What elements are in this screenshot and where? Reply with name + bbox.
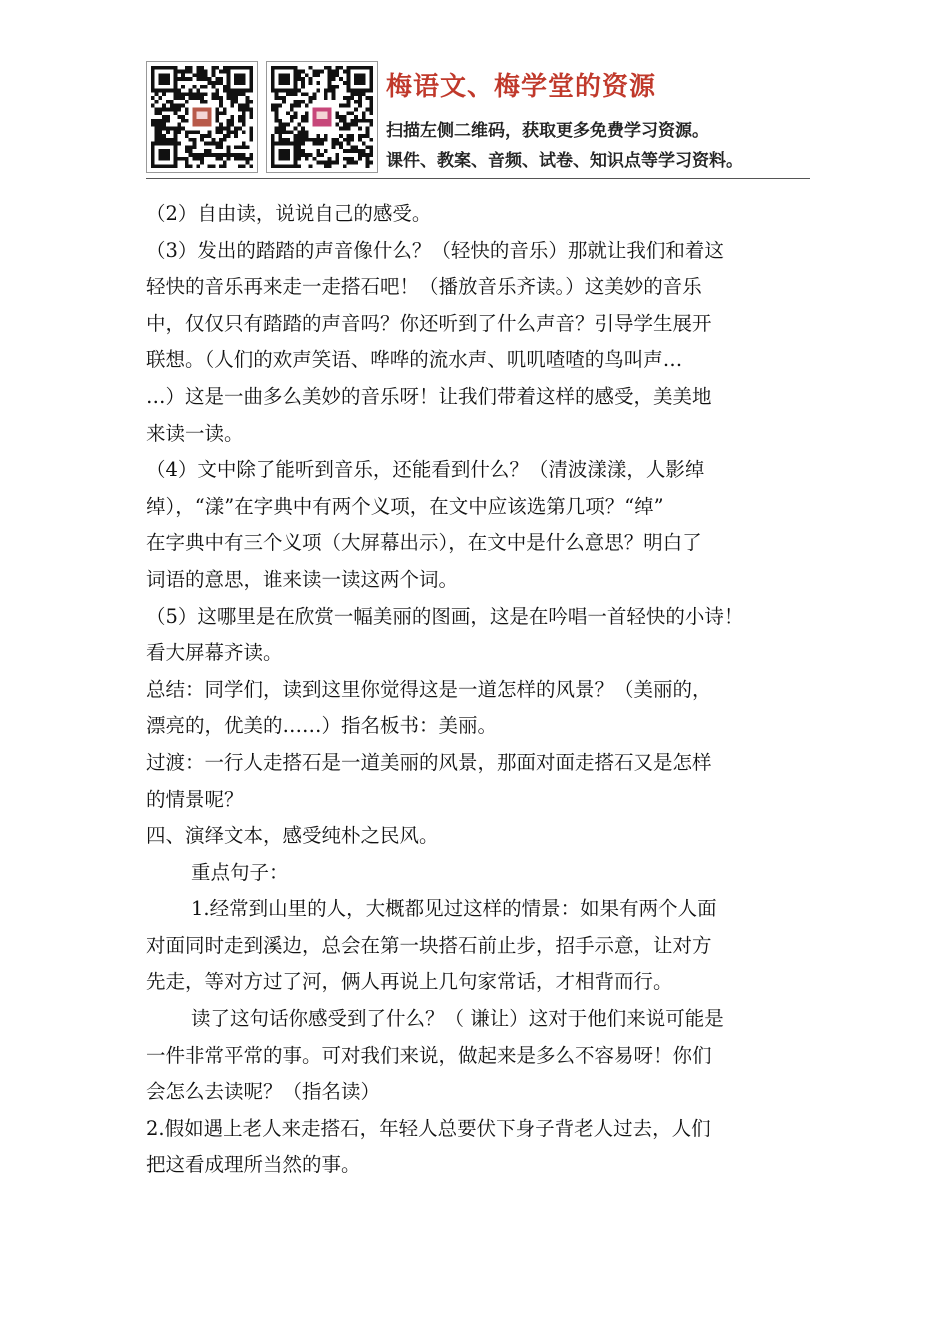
header-divider — [146, 178, 810, 179]
text-line: 读了这句话你感受到了什么？（ 谦让）这对于他们来说可能是 — [191, 1007, 724, 1031]
text-line: 总结：同学们，读到这里你觉得这是一道怎样的风景？（美丽的， — [146, 677, 712, 701]
text-line: 把这看成理所当然的事。 — [146, 1153, 361, 1177]
text-line: 一件非常平常的事。可对我们来说，做起来是多么不容易呀！你们 — [146, 1043, 712, 1067]
text-line: 绰），“漾”在字典中有两个义项，在文中应该选第几项？“绰” — [146, 494, 664, 518]
resource-header — [146, 58, 810, 174]
header-title: 梅语文、梅学堂的资源 — [386, 72, 657, 102]
text-line: 先走，等对方过了河，俩人再说上几句家常话，才相背而行。 — [146, 970, 673, 994]
text-line: 2.假如遇上老人来走搭石，年轻人总要伏下身子背老人过去，人们 — [146, 1116, 711, 1140]
text-line: （4）文中除了能听到音乐，还能看到什么？（清波漾漾，人影绰 — [146, 458, 705, 482]
section-heading: 四、演绎文本，感受纯朴之民风。 — [146, 824, 439, 848]
text-line: 在字典中有三个义项（大屏幕出示），在文中是什么意思？明白了 — [146, 531, 702, 555]
text-line: 会怎么去读呢？（指名读） — [146, 1080, 381, 1104]
header-subtitle: 课件、教案、音频、试卷、知识点等学习资料。 — [386, 151, 743, 171]
text-line: 来读一读。 — [146, 421, 244, 445]
text-line: 轻快的音乐再来走一走搭石吧！（播放音乐齐读。）这美妙的音乐 — [146, 275, 702, 299]
text-line: 对面同时走到溪边，总会在第一块搭石前止步，招手示意，让对方 — [146, 933, 712, 957]
text-line: 1.经常到山里的人，大概都见过这样的情景：如果有两个人面 — [191, 897, 717, 921]
text-line: 中，仅仅只有踏踏的声音吗？你还听到了什么声音？引导学生展开 — [146, 311, 712, 335]
text-line: 联想。（人们的欢声笑语、哗哗的流水声、叽叽喳喳的鸟叫声… — [146, 348, 683, 372]
header-subtitle: 扫描左侧二维码，获取更多免费学习资源。 — [386, 121, 709, 141]
text-line: （2）自由读，说说自己的感受。 — [146, 202, 432, 225]
text-line: （5）这哪里是在欣赏一幅美丽的图画，这是在吟唱一首轻快的小诗！ — [146, 604, 744, 628]
text-line: 漂亮的，优美的……）指名板书：美丽。 — [146, 714, 498, 738]
text-line: 重点句子： — [191, 860, 289, 884]
text-line: 过渡：一行人走搭石是一道美丽的风景，那面对面走搭石又是怎样 — [146, 750, 712, 774]
text-line: 的情景呢？ — [146, 787, 244, 811]
text-line: 词语的意思，谁来读一读这两个词。 — [146, 567, 459, 591]
qr-code-icon — [146, 61, 258, 173]
text-line: （3）发出的踏踏的声音像什么？（轻快的音乐）那就让我们和着这 — [146, 238, 724, 262]
document-body — [146, 196, 816, 1184]
text-line: 看大屏幕齐读。 — [146, 641, 283, 665]
qr-code-icon — [266, 61, 378, 173]
text-line: …）这是一曲多么美妙的音乐呀！让我们带着这样的感受，美美地 — [146, 384, 712, 408]
